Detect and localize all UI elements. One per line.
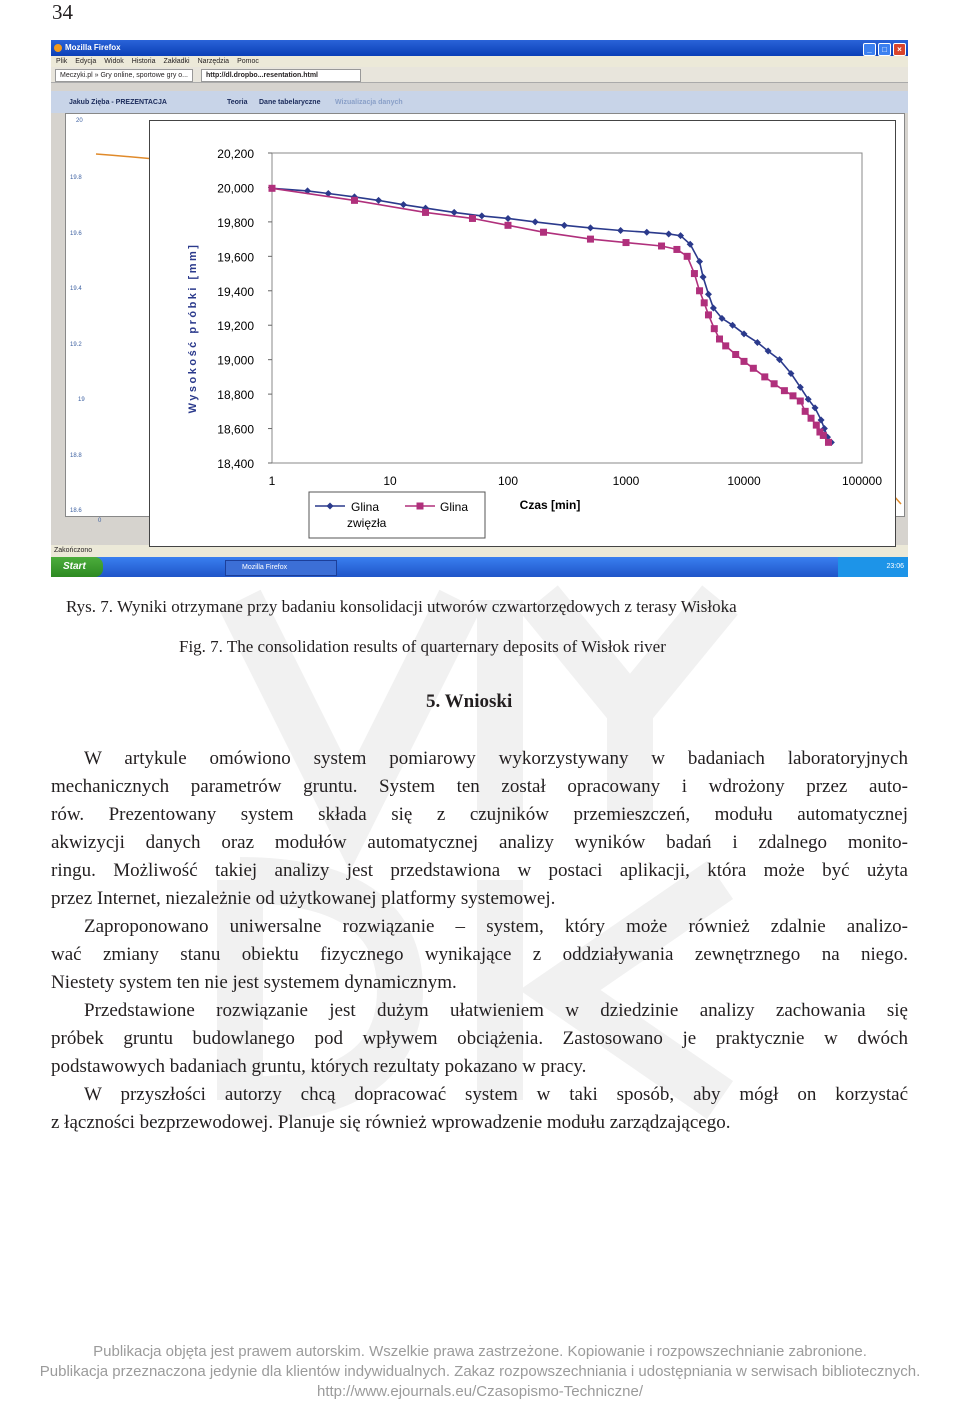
x-tick-label: 1000 bbox=[612, 474, 640, 488]
minimize-icon[interactable]: _ bbox=[863, 43, 876, 56]
data-point bbox=[802, 408, 809, 415]
data-point bbox=[761, 373, 768, 380]
body-line: akwizycji danych oraz modułów automatycznej analizy wyników badań i zdalnego monito- bbox=[51, 832, 908, 853]
y-tick-label: 19,200 bbox=[217, 319, 254, 334]
tab-dropbox[interactable] bbox=[201, 69, 361, 82]
data-point bbox=[732, 351, 739, 358]
app-user: Jakub Zięba - PREZENTACJA bbox=[69, 99, 167, 106]
clock: 23:06 bbox=[886, 563, 904, 570]
legend-label-2: Glina bbox=[440, 500, 469, 514]
left-tick: 19.6 bbox=[70, 231, 82, 237]
footer-copyright: Publikacja objęta jest prawem autorskim. Wszelkie prawa zastrzeżone. Kopiowanie i rozpowszechnianie zabronione. bbox=[93, 1343, 867, 1360]
y-tick-label: 19,600 bbox=[217, 250, 254, 265]
tab-label: Meczyki.pl » Gry online, sportowe gry o... bbox=[60, 72, 188, 79]
body-line: wać zmiany stanu obiektu fizycznego wynikające z oddziaływania zewnętrznego na niego. bbox=[51, 944, 908, 965]
left-tick: 18.6 bbox=[70, 508, 82, 514]
window-titlebar bbox=[51, 40, 908, 56]
caption-pl: Rys. 7. Wyniki otrzymane przy badaniu konsolidacji utworów czwartorzędowych z terasy Wisłoka bbox=[66, 597, 737, 616]
x-tick-label: 1 bbox=[268, 474, 276, 488]
left-tick: 19.4 bbox=[70, 286, 82, 292]
app-header bbox=[51, 91, 908, 113]
data-point bbox=[705, 311, 712, 318]
page-number: 34 bbox=[52, 0, 73, 24]
body-line: W przyszłości autorzy chcą dopracować system w taki sposób, aby mógł on korzystać bbox=[84, 1084, 908, 1105]
body-line: rów. Prezentowany system składa się z czujników przemieszczeń, modułu automatycznej bbox=[51, 804, 908, 825]
data-point bbox=[684, 253, 691, 260]
y-tick-label: 19,800 bbox=[217, 215, 254, 230]
legend-label-1b: zwięzła bbox=[347, 516, 387, 530]
caption-en: Fig. 7. The consolidation results of quarternary deposits of Wisłok river bbox=[179, 637, 666, 656]
data-point bbox=[797, 398, 804, 405]
body-line: Zaproponowano uniwersalne rozwiązanie – system, który może również zdalnie analizo- bbox=[84, 916, 908, 937]
left-tick: 19 bbox=[78, 397, 85, 403]
close-icon[interactable]: × bbox=[893, 43, 906, 56]
data-point bbox=[696, 287, 703, 294]
body-line: Niestety system ten nie jest systemem dynamicznym. bbox=[51, 972, 457, 993]
y-tick-label: 18,400 bbox=[217, 457, 254, 471]
legend-label-1: Glina bbox=[351, 500, 380, 514]
left-tick: 19.8 bbox=[70, 175, 82, 181]
menu-narzedzia[interactable]: Narzędzia bbox=[197, 58, 230, 65]
data-point bbox=[701, 299, 708, 306]
data-point bbox=[711, 325, 718, 332]
section-heading: 5. Wnioski bbox=[426, 691, 513, 712]
bottom-tick: 0 bbox=[98, 518, 102, 524]
menu-historia[interactable]: Historia bbox=[131, 58, 156, 65]
window-title: Mozilla Firefox bbox=[65, 43, 121, 52]
data-point bbox=[351, 197, 358, 204]
y-tick-label: 20,000 bbox=[217, 181, 254, 196]
menu-bar bbox=[51, 56, 908, 67]
maximize-icon[interactable]: □ bbox=[878, 43, 891, 56]
y-tick-label: 20,200 bbox=[217, 147, 254, 161]
status-text: Zakończono bbox=[54, 547, 93, 554]
tab-meczyki[interactable] bbox=[55, 69, 193, 82]
legend-marker-2 bbox=[417, 503, 424, 510]
system-tray bbox=[838, 557, 908, 577]
body-line: przez Internet, niezależnie od użytkowanej platformy systemowej. bbox=[51, 888, 556, 909]
data-point bbox=[750, 365, 757, 372]
plot-area bbox=[272, 153, 862, 463]
data-point bbox=[771, 380, 778, 387]
body-line: Przedstawione rozwiązanie jest dużym ułatwieniem w dziedzinie analizy zachowania się bbox=[84, 1000, 908, 1021]
data-point bbox=[808, 415, 815, 422]
x-tick-label: 10 bbox=[383, 474, 397, 488]
data-point bbox=[789, 392, 796, 399]
y-tick-label: 19,400 bbox=[217, 284, 254, 299]
x-tick-label: 10000 bbox=[727, 474, 761, 488]
data-point bbox=[422, 209, 429, 216]
data-point bbox=[722, 342, 729, 349]
data-point bbox=[741, 358, 748, 365]
footer-distribution: Publikacja przeznaczona jedynie dla klientów indywidualnych. Zakaz rozpowszechniania i udostępniania w serwisach bibliotecznych. bbox=[39, 1363, 921, 1380]
data-point bbox=[469, 215, 476, 222]
x-tick-label: 100 bbox=[497, 474, 519, 488]
body-line: próbek gruntu budowlanego pod wpływem obciążenia. Zastosowano je praktycznie w dwóch bbox=[51, 1028, 908, 1049]
menu-zakladki[interactable]: Zakładki bbox=[163, 58, 190, 65]
left-tick: 19.2 bbox=[70, 342, 82, 348]
menu-pomoc[interactable]: Pomoc bbox=[237, 58, 259, 65]
body-text bbox=[51, 745, 908, 1137]
legend-box bbox=[309, 492, 485, 538]
nav-dane-tabelaryczne[interactable]: Dane tabelaryczne bbox=[259, 99, 321, 106]
nav-wizualizacja-danych[interactable]: Wizualizacja danych bbox=[335, 99, 403, 106]
nav-teoria[interactable]: Teoria bbox=[227, 99, 248, 106]
chart-svg bbox=[150, 121, 895, 546]
data-point bbox=[716, 336, 723, 343]
tab-bar bbox=[51, 67, 908, 83]
x-tick-label: 100000 bbox=[841, 474, 883, 488]
body-line: ringu. Możliwość takiej analizy jest przedstawiona w postaci aplikacji, która może być użyta bbox=[51, 860, 908, 881]
data-point bbox=[691, 270, 698, 277]
menu-edycja[interactable]: Edycja bbox=[75, 58, 97, 65]
footer-url: http://www.ejournals.eu/Czasopismo-Techniczne/ bbox=[317, 1383, 643, 1400]
data-point bbox=[825, 439, 832, 446]
taskbar bbox=[51, 557, 908, 577]
data-point bbox=[820, 432, 827, 439]
start-button[interactable]: Start bbox=[51, 557, 103, 577]
left-tick: 20 bbox=[76, 118, 83, 124]
body-line: mechanicznych parametrów gruntu. System ten został opracowany i wdrożony przez auto- bbox=[51, 776, 908, 797]
data-point bbox=[540, 229, 547, 236]
left-tick: 18.8 bbox=[70, 453, 82, 459]
x-axis-label: Czas [min] bbox=[519, 498, 581, 512]
data-point bbox=[587, 236, 594, 243]
taskbar-firefox[interactable]: Mozilla Firefox bbox=[225, 560, 337, 576]
body-line: z łączności bezprzewodowej. Planuje się również wprowadzenie modułu zarządzającego. bbox=[51, 1112, 731, 1133]
y-tick-label: 19,000 bbox=[217, 353, 254, 368]
y-tick-label: 18,800 bbox=[217, 388, 254, 403]
data-point bbox=[623, 239, 630, 246]
y-axis-label: Wysokość próbki [mm] bbox=[187, 242, 199, 414]
body-line: W artykule omówiono system pomiarowy wykorzystywany w badaniach laboratoryjnych bbox=[84, 748, 908, 769]
data-point bbox=[269, 185, 276, 192]
consolidation-chart bbox=[149, 120, 896, 547]
tab-label: http://dl.dropbo...resentation.html bbox=[206, 72, 318, 79]
data-point bbox=[658, 243, 665, 250]
firefox-icon bbox=[54, 44, 62, 52]
body-line: podstawowych badaniach gruntu, których rezultaty pokazano w pracy. bbox=[51, 1056, 587, 1077]
data-point bbox=[673, 246, 680, 253]
menu-plik[interactable]: Plik bbox=[56, 58, 68, 65]
menu-widok[interactable]: Widok bbox=[104, 58, 124, 65]
data-point bbox=[781, 387, 788, 394]
data-point bbox=[505, 222, 512, 229]
data-point bbox=[813, 422, 820, 429]
y-tick-label: 18,600 bbox=[217, 422, 254, 437]
